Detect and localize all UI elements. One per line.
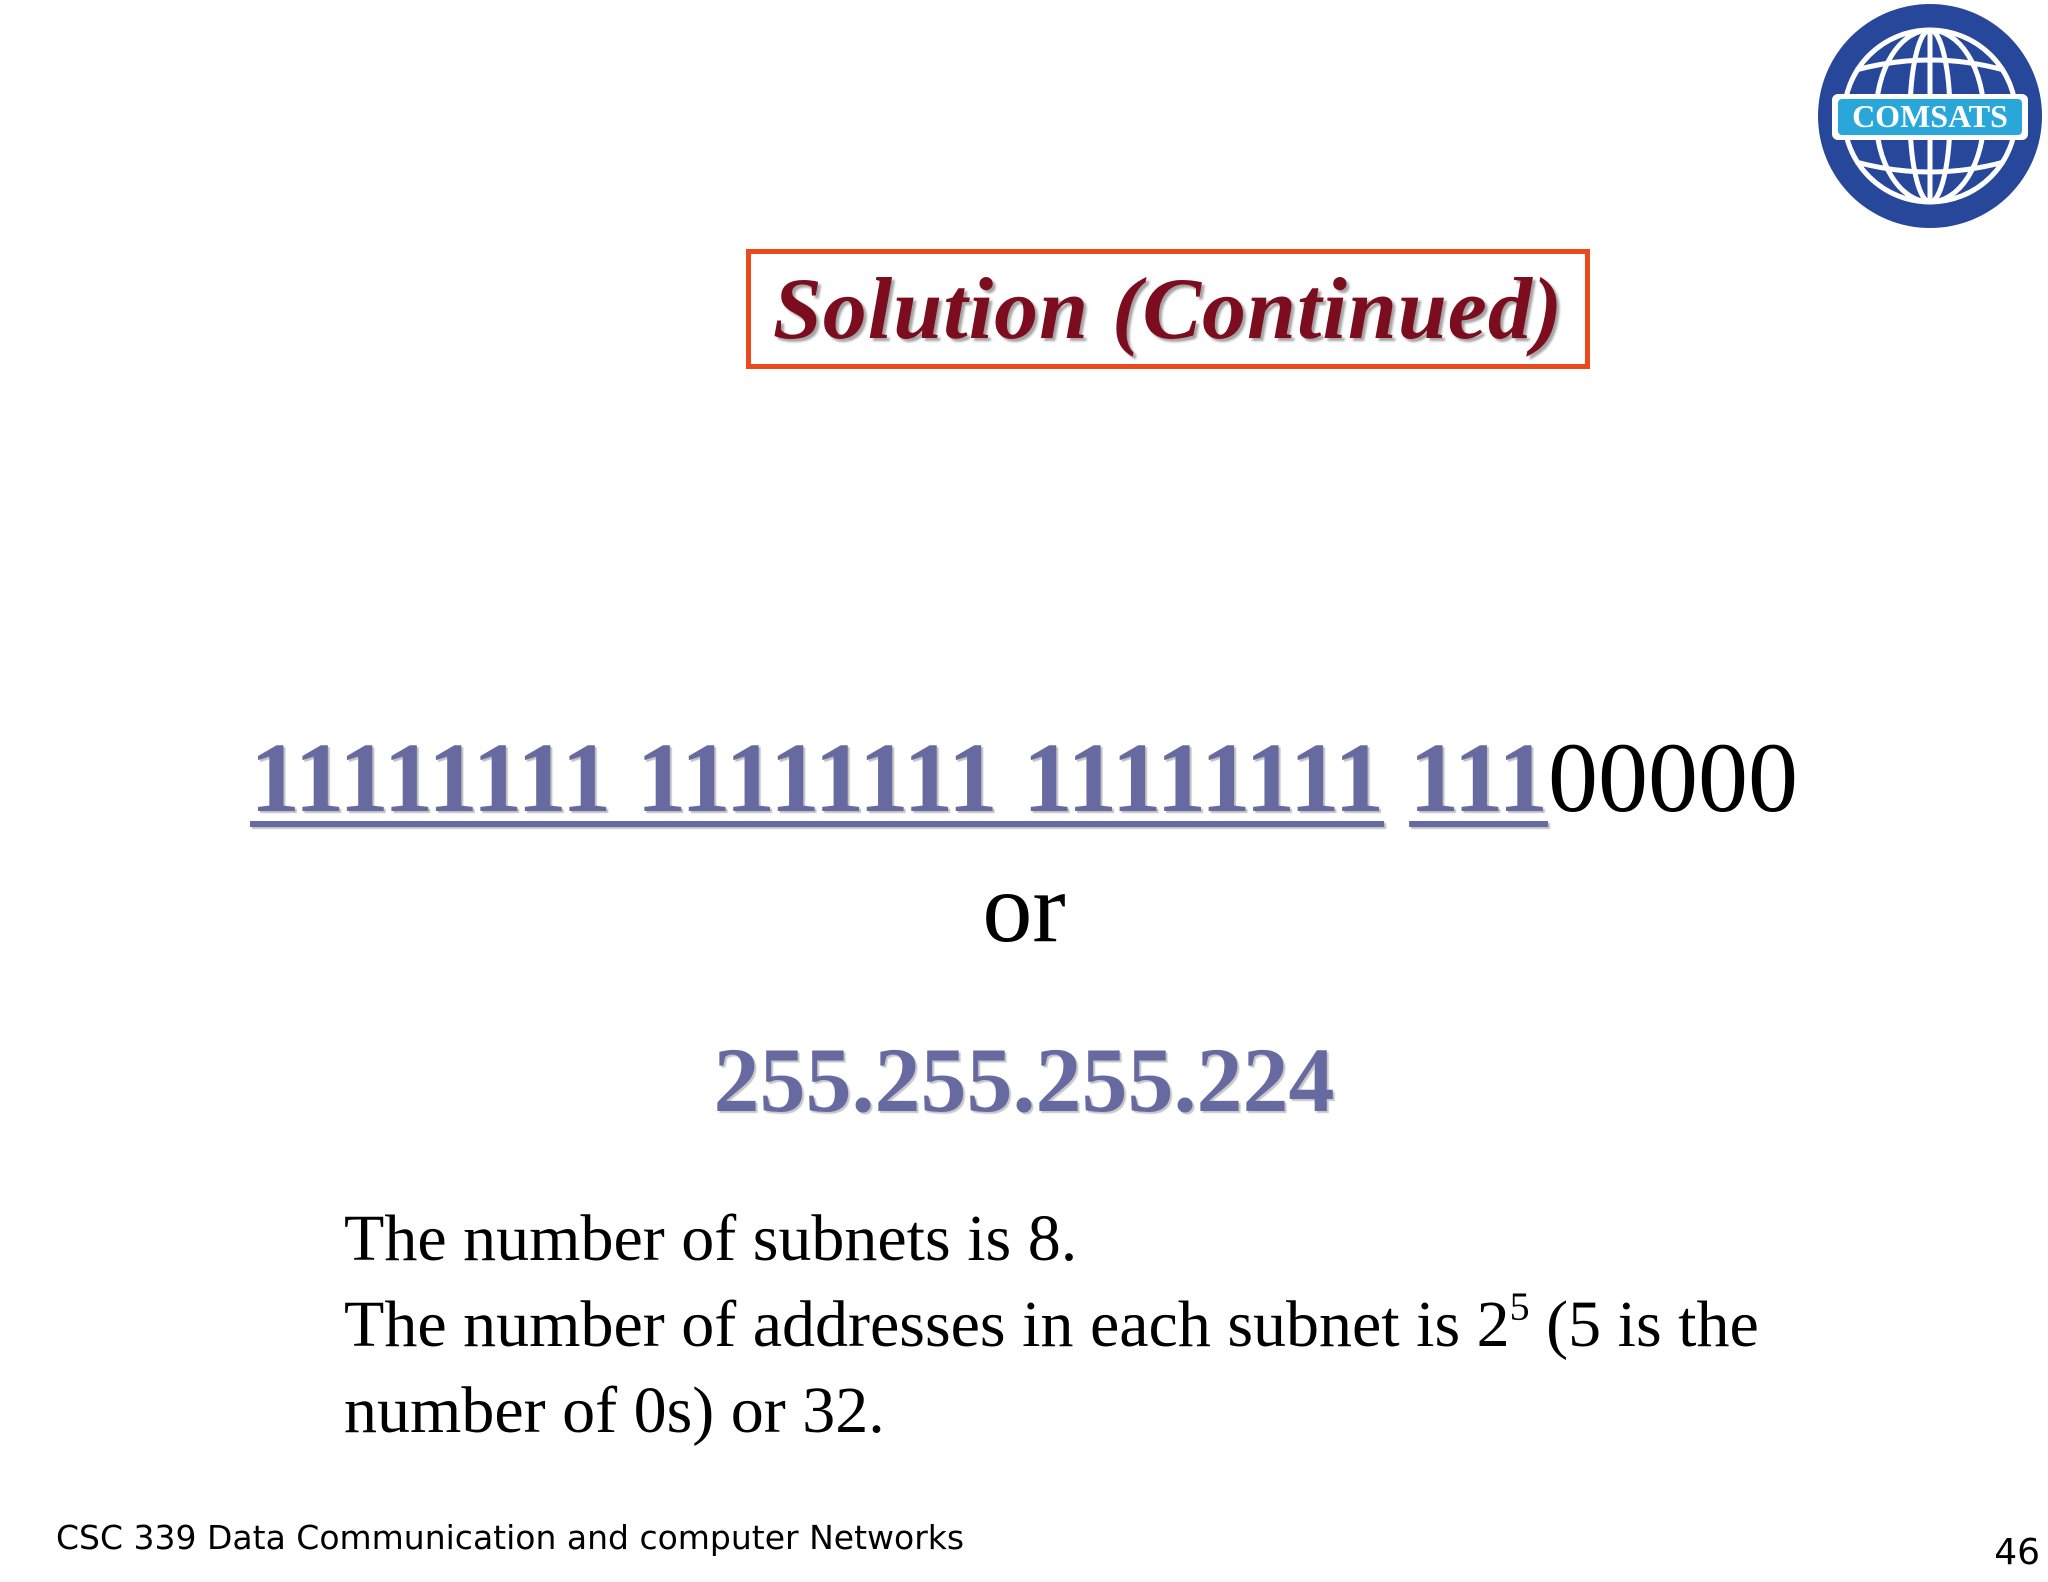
- address-line-start: The number of addresses in each subnet is 2: [344, 1288, 1510, 1361]
- footer-course-title: CSC 339 Data Communication and computer Networks: [56, 1518, 965, 1557]
- binary-mask: [0, 718, 2048, 838]
- mask-ones-tail: 111: [1409, 722, 1549, 833]
- explanation-text: [344, 1196, 1844, 1454]
- logo-text: COMSATS: [1852, 98, 2008, 134]
- subnet-count-line: The number of subnets is 8.: [344, 1202, 1078, 1275]
- decimal-mask: 255.255.255.224: [713, 1029, 1335, 1131]
- mask-ones-octets: 11111111 11111111 11111111: [249, 722, 1385, 833]
- address-count-line: [344, 1282, 1844, 1454]
- or-label: or: [982, 852, 1066, 963]
- globe-logo-icon: [1812, 0, 2048, 236]
- mask-zeros: 00000: [1548, 722, 1799, 833]
- comsats-logo: [1812, 0, 2048, 236]
- page-number: 46: [1994, 1532, 2040, 1573]
- slide-title: Solution (Continued): [772, 260, 1564, 358]
- title-box: [746, 249, 1590, 369]
- exponent: 5: [1509, 1284, 1530, 1329]
- address-line-end: (5 is the number of 0s) or 32.: [344, 1288, 1759, 1447]
